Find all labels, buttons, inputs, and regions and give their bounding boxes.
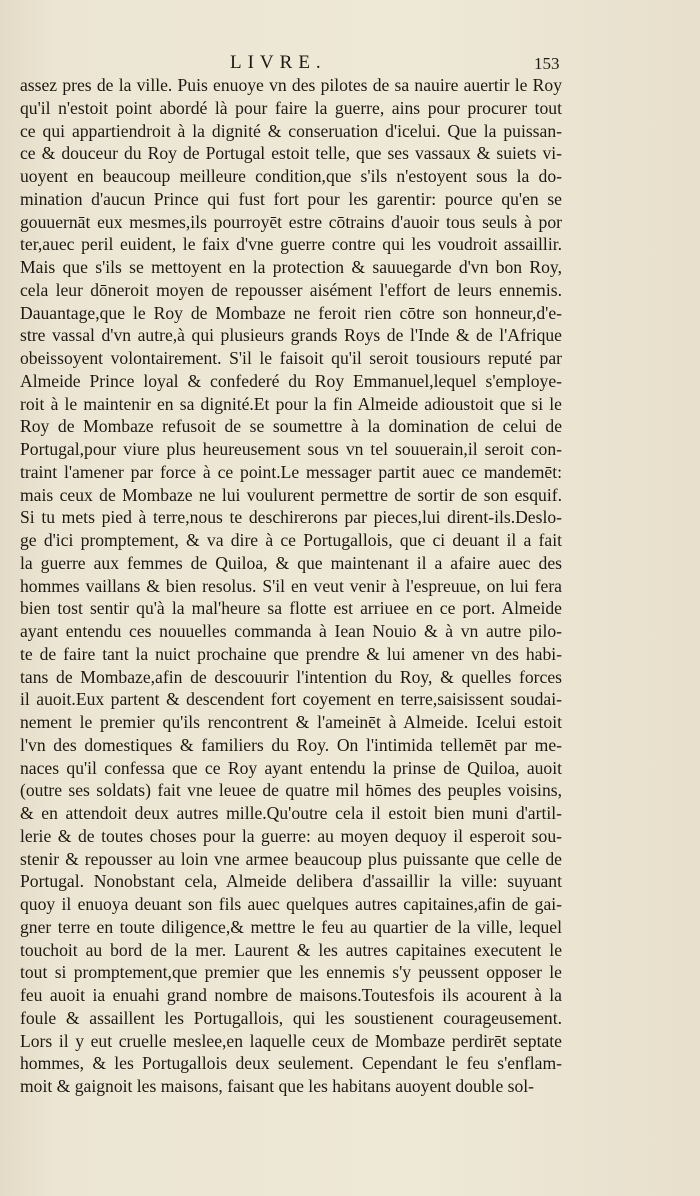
text-line: tout si promptement,que premier que les ennemis s'y peussent opposer le (20, 962, 562, 983)
text-line: gner terre en toute diligence,& mettre le feu au quartier de la ville, lequel (20, 916, 562, 937)
text-line: l'vn des domestiques & familiers du Roy. On l'intimida tellemēt par me- (20, 734, 562, 755)
text-line: hommes vaillans & bien resolus. S'il en veut venir à l'espreuue, on lui fera (20, 575, 562, 596)
text-line: Almeide Prince loyal & confederé du Roy Emmanuel,lequel s'employe- (20, 370, 562, 391)
text-line: ce & douceur du Roy de Portugal estoit telle, que ses vassaux & suiets vi- (20, 143, 562, 164)
page-number: 153 (534, 54, 560, 73)
text-line: stre vassal d'vn autre,à qui plusieurs grands Roys de l'Inde & de l'Afrique (20, 325, 562, 346)
text-line: Dauantage,que le Roy de Mombaze ne feroit rien cōtre son honneur,d'e- (20, 302, 562, 323)
text-line: te de faire tant la nuict prochaine que prendre & lui amener vn des habi- (20, 643, 562, 664)
text-line: tans de Mombaze,afin de descouurir l'intention du Roy, & quelles forces (20, 666, 562, 687)
text-line: mais ceux de Mombaze ne lui voulurent permettre de sortir de son esquif. (20, 484, 562, 505)
text-line: il auoit.Eux partent & descendent fort coyement en terre,saisissent soudai- (20, 689, 562, 710)
text-line: feu auoit ia enuahi grand nombre de maisons.Toutesfois ils acourent à la (20, 985, 562, 1005)
text-line: ce qui appartiendroit à la dignité & conseruation d'icelui. Que la puissan- (20, 120, 562, 141)
text-line: qu'il n'estoit point abordé là pour faire la guerre, ains pour procurer tout (20, 97, 562, 118)
running-title: LIVRE. (230, 52, 327, 73)
text-line: moit & gaignoit les maisons, faisant que les habitans auoyent double sol- (20, 1076, 535, 1096)
text-line: uoyent en beaucoup meilleure condition,que s'ils n'estoyent sous la do- (20, 166, 562, 186)
text-line: assez pres de la ville. Puis enuoye vn des pilotes de sa nauire auertir le Roy (20, 75, 562, 95)
text-line: naces qu'il confessa que ce Roy ayant entendu la prinse de Quiloa, auoit (20, 757, 562, 778)
text-line: & en attendoit deux autres mille.Qu'outre cela il estoit bien muni d'artil- (20, 803, 562, 823)
text-line: ter,auec peril euident, le faix d'vne guerre contre qui les voudroit assaillir. (20, 234, 562, 255)
text-line: cela leur dōneroit moyen de repousser aisément l'effort de leurs ennemis. (20, 279, 562, 300)
text-line: nement le premier qu'ils rencontrent & l'ameinēt à Almeide. Icelui estoit (20, 712, 562, 732)
text-line: touchoit au bord de la mer. Laurent & les autres capitaines executent le (20, 939, 562, 960)
text-line: la guerre aux femmes de Quiloa, & que maintenant il a afaire auec des (20, 552, 562, 573)
text-line: Si tu mets pied à terre,nous te deschirerons par pieces,lui dirent-ils.Deslo- (20, 507, 562, 528)
text-line: traint l'amener par force à ce point.Le messager partit auec ce mandemēt: (20, 461, 562, 482)
text-line: stenir & repousser au loin vne armee beaucoup plus puissante que celle de (20, 848, 562, 869)
text-line: quoy il enuoya deuant son fils auec quelques autres capitaines,afin de gai- (20, 894, 562, 914)
text-line: bien tost sentir qu'à la mal'heure sa flotte est arriuee en ce port. Almeide (20, 598, 562, 619)
text-line: mination d'aucun Prince qui fust fort pour les garentir: pource qu'en se (20, 188, 562, 209)
text-line: roit à le maintenir en sa dignité.Et pour la fin Almeide adioustoit que si le (20, 393, 562, 414)
text-line: Roy de Mombaze refusoit de se soumettre à la domination de celui de (20, 416, 562, 437)
text-line: Portugal,pour viure plus heureusement sous vn tel souuerain,il seroit con- (20, 439, 562, 459)
text-line: ayant entendu ces nouuelles commanda à Iean Nouio & à vn autre pilo- (20, 621, 562, 641)
text-line: ge d'ici promptement, & va dire à ce Portugallois, que ci deuant il a fait (20, 530, 562, 550)
text-line: hommes, & les Portugallois deux seulement. Cependant le feu s'enflam- (20, 1053, 562, 1074)
text-line: Portugal. Nonobstant cela, Almeide delibera d'assaillir la ville: suyuant (20, 871, 562, 892)
text-line: foule & assaillent les Portugallois, qui les soustienent courageusement. (20, 1007, 562, 1028)
text-line: obeissoyent volontairement. S'il le faisoit qu'il seroit tousiours reputé par (20, 348, 562, 368)
text-line: lerie & de toutes choses pour la guerre: au moyen dequoy il esperoit sou- (20, 825, 562, 846)
text-line: (outre ses soldats) fait vne leuee de quatre mil hōmes des peuples voisins, (20, 780, 562, 801)
body-text (20, 74, 562, 1098)
text-line: Mais que s'ils se mettoyent en la protection & sauuegarde d'vn bon Roy, (20, 257, 562, 277)
text-line: gouuernāt eux mesmes,ils pourroyēt estre cōtrains d'auoir tous seuls à por (20, 211, 562, 232)
text-line: Lors il y eut cruelle meslee,en laquelle ceux de Mombaze perdirēt septate (20, 1030, 562, 1051)
